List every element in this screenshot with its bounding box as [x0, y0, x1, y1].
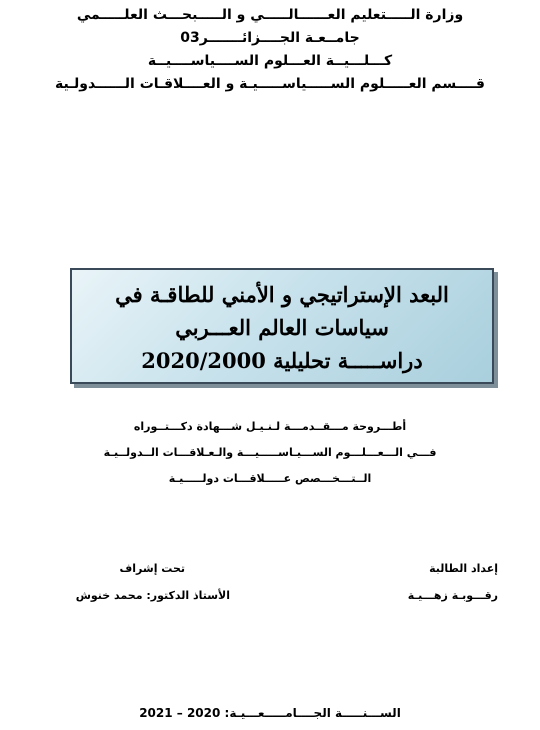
student-name: رقـــوبـة زهـــيـة — [407, 589, 498, 602]
faculty-name: كـــلـــيــة العـــلوم الســــياســــيــة — [147, 53, 393, 69]
thesis-title-box — [70, 268, 494, 384]
thesis-description — [0, 414, 540, 492]
department-name: قــــسم العـــــلوم الســـــياســـــيـة و العــــلاقـات الــــــدولـية — [55, 76, 485, 92]
title-line-1: البعد الإستراتيجي و الأمني للطاقـة في — [115, 282, 449, 307]
title-line-3: دراســـــة تحليلية 2020/2000 — [141, 348, 423, 373]
thesis-line-2: فـــي الـــعـــلـــوم الســـيـاســـــيـــة والـعـلاقـــات الــدولــيـة — [103, 446, 437, 459]
supervisor-label: تحت إشراف — [119, 562, 185, 575]
university-name: جامــعـة الجــــزائـــــــر03 — [180, 30, 360, 46]
thesis-line-3: الــتـــخـــصص عـــــلاقـــات دولـــــيـة — [168, 472, 372, 485]
title-line-2: سياسات العالم العـــربي — [175, 315, 389, 340]
student-label: إعداد الطالبة — [429, 562, 498, 575]
ministry-name: وزارة الـــــتعليم العــــــالـــــي و الـــــبحـــث العلـــــمي — [76, 7, 464, 23]
academic-year: الســـنـــــة الجــــامـــــعـــيـة: 2020 – 2021 — [139, 706, 401, 720]
thesis-line-1: أطـــروحة مـــقــدمـــة لـنـيـل شـــهادة دكـــتــوراه — [133, 420, 407, 433]
supervisor-name: الأستاذ الدكتور: محمد خنوش — [75, 589, 230, 602]
institution-header — [0, 4, 540, 96]
